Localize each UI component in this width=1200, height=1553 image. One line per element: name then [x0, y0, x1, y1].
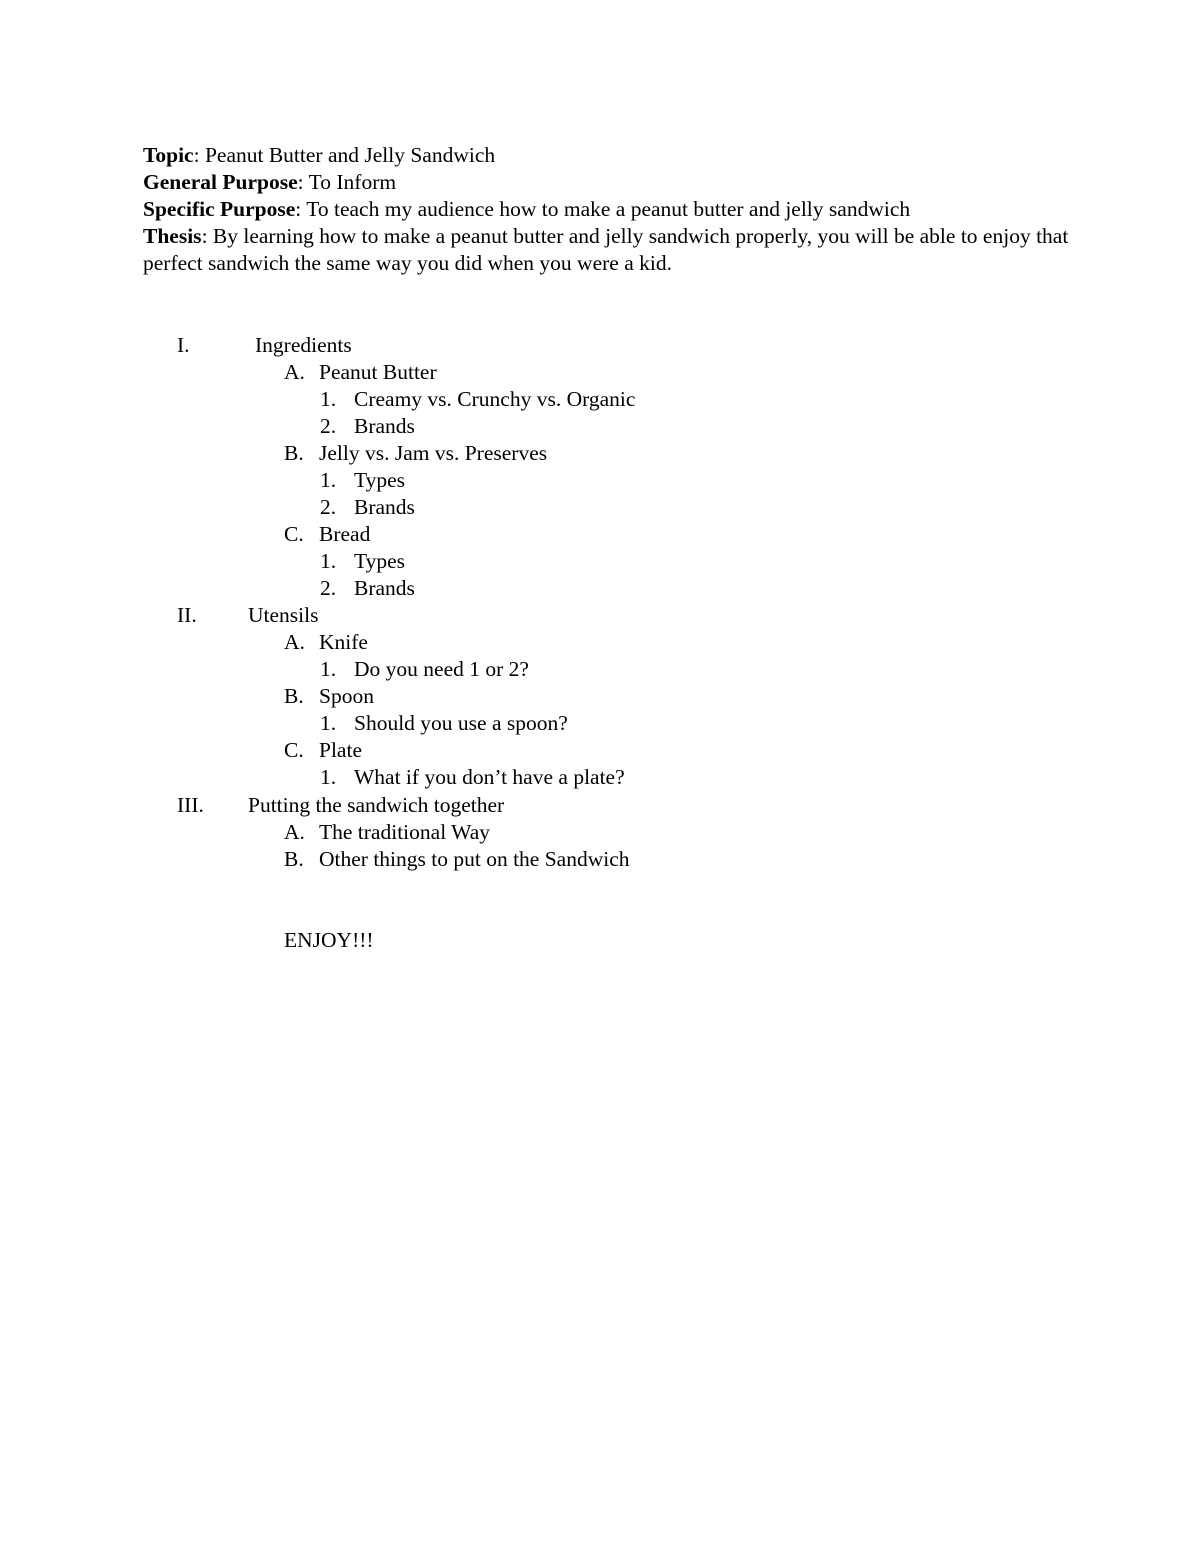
outline-item: Types	[354, 549, 406, 573]
outline-letter: B.	[284, 847, 304, 871]
outline-letter: C.	[284, 738, 304, 762]
topic-value: : Peanut Butter and Jelly Sandwich	[193, 143, 496, 167]
outline-subheading: Other things to put on the Sandwich	[319, 847, 630, 871]
outline-number: 2.	[320, 414, 337, 438]
thesis-label: Thesis	[143, 224, 202, 248]
outline-item: What if you don’t have a plate?	[354, 765, 625, 789]
general-purpose-value: : To Inform	[297, 170, 397, 194]
outline-numeral: II.	[177, 603, 197, 627]
outline-numeral: I.	[177, 333, 190, 357]
outline-letter: A.	[284, 630, 305, 654]
outline-number: 1.	[320, 765, 337, 789]
outline-item: Types	[354, 468, 406, 492]
outline-letter: A.	[284, 360, 305, 384]
outline-subheading: Knife	[319, 630, 368, 654]
outline-letter: C.	[284, 522, 304, 546]
general-purpose-label: General Purpose	[143, 170, 298, 194]
outline-item: Brands	[354, 414, 415, 438]
specific-purpose-line	[143, 196, 1073, 223]
specific-purpose-value: : To teach my audience how to make a peanut butter and jelly sandwich	[295, 197, 911, 221]
outline-section-heading: Ingredients	[255, 333, 352, 357]
topic-label: Topic	[143, 143, 194, 167]
thesis-value: : By learning how to make a peanut butter and jelly sandwich properly, you will be able to enjoy that perfect sandwich the same way you did when you were a kid.	[143, 224, 1069, 275]
outline-number: 1.	[320, 387, 337, 411]
outline-subheading: Peanut Butter	[319, 360, 437, 384]
outline-section-heading: Putting the sandwich together	[248, 793, 505, 817]
outline-item: Brands	[354, 576, 415, 600]
outline-subheading: The traditional Way	[319, 820, 491, 844]
outline-numeral: III.	[177, 793, 204, 817]
outline-number: 1.	[320, 549, 337, 573]
specific-purpose-label: Specific Purpose	[143, 197, 296, 221]
outline-letter: B.	[284, 684, 304, 708]
thesis-line	[143, 223, 1073, 277]
outline-subheading: Jelly vs. Jam vs. Preserves	[319, 441, 548, 465]
outline-number: 1.	[320, 657, 337, 681]
outline-letter: B.	[284, 441, 304, 465]
general-purpose-line	[143, 169, 1073, 196]
outline-number: 2.	[320, 495, 337, 519]
outline-item: Do you need 1 or 2?	[354, 657, 529, 681]
outline-item: Brands	[354, 495, 415, 519]
outline-letter: A.	[284, 820, 305, 844]
outline-number: 1.	[320, 468, 337, 492]
speech-header	[143, 142, 1073, 277]
topic-line	[143, 142, 1073, 169]
closing-line: ENJOY!!!	[284, 928, 374, 952]
outline-item: Creamy vs. Crunchy vs. Organic	[354, 387, 636, 411]
outline-subheading: Bread	[319, 522, 371, 546]
outline-number: 1.	[320, 711, 337, 735]
outline-section-heading: Utensils	[248, 603, 319, 627]
outline-item: Should you use a spoon?	[354, 711, 568, 735]
outline-subheading: Spoon	[319, 684, 374, 708]
outline-number: 2.	[320, 576, 337, 600]
outline-subheading: Plate	[319, 738, 362, 762]
